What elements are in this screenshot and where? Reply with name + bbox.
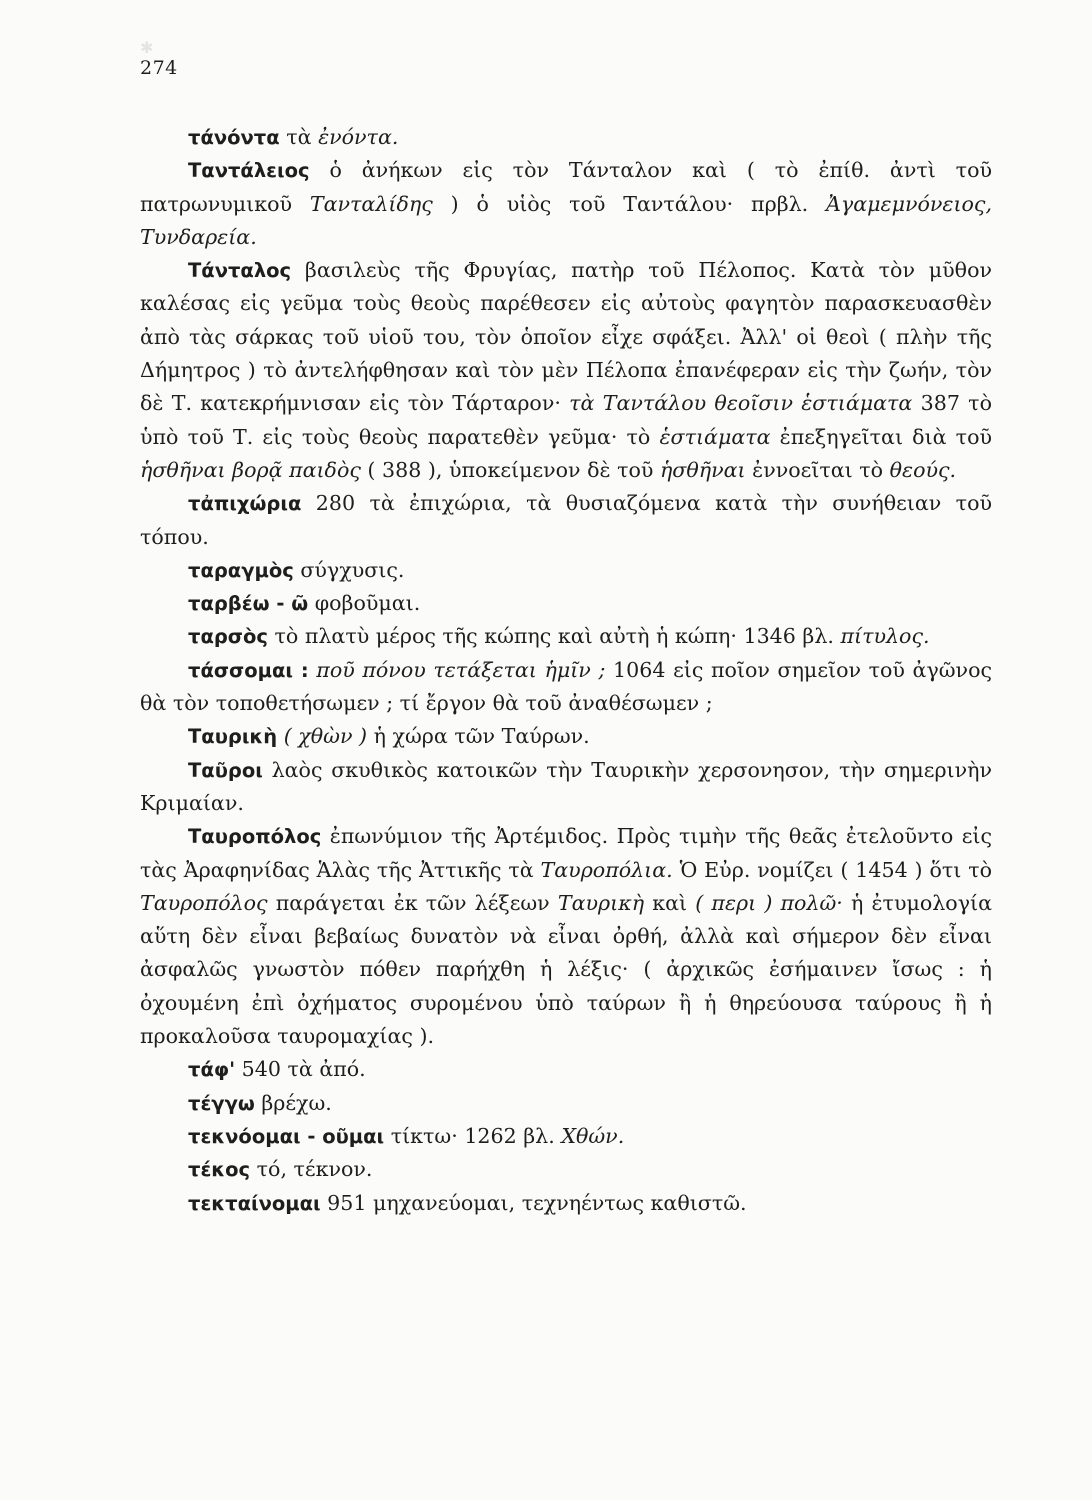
entry-italic-text: θεούς. [889,457,957,482]
entry-headword: Τάνταλος [188,259,292,283]
entry-italic-text: ( περι ) πολῶ· [695,890,843,915]
entry-text: φοβοῦμαι. [308,591,421,616]
entry-italic-text: ἑστιάματα [659,424,771,449]
dictionary-entry [140,154,992,254]
bleed-through-mark: ✱ [140,38,154,57]
entry-text: λαὸς σκυθικὸς κατοικῶν τὴν Ταυρικὴν χερσονησον, τὴν σημερινὴν Κριμαίαν. [140,757,992,815]
entry-headword: Ταῦροι [188,758,263,782]
entry-italic-text: ἡσθῆναι βορᾷ παιδὸς [140,457,361,482]
entry-text: τό, τέκνον. [250,1157,373,1182]
entry-headword: τεκταίνομαι [188,1191,321,1215]
entry-italic-text: τὰ Ταντάλου θεοῖσιν ἑστιάματα [569,391,913,416]
entry-headword: ταραγμὸς [188,558,294,582]
entry-text: τὸ πλατὺ μέρος τῆς κώπης καὶ αὐτὴ ἡ κώπη· 1346 βλ. [267,624,841,649]
entry-headword: τάσσομαι : [188,658,309,682]
entry-text: ἐννοεῖται τὸ [745,457,890,482]
entry-text: ἡ χώρα τῶν Ταύρων. [367,724,590,749]
entry-headword: τεκνόομαι - οῦμαι [188,1124,385,1148]
entry-italic-text: Τανταλίδης [309,191,433,216]
entry-italic-text: πίτυλος. [840,624,930,649]
entry-headword: Ταυρικὴ [188,725,278,749]
entry-italic-text: Ταυροπόλος [140,890,268,915]
entry-text: 387 τὸ ὑπὸ τοῦ Τ. εἰς τοὺς θεοὺς παρατεθὲν γεῦμα· τὸ [140,391,992,449]
entry-headword: τέκος [188,1158,251,1182]
entry-italic-text: Ἀγαμεμνόνειος, Τυνδαρεία. [140,191,992,249]
dictionary-entry [140,1053,992,1086]
entry-text: παράγεται ἐκ τῶν λέξεων [267,890,558,915]
dictionary-entry [140,654,992,721]
dictionary-entry [140,820,992,1053]
entry-italic-text: ἐνόντα. [318,125,399,149]
entry-italic-text: Χθών. [561,1123,625,1148]
entry-text: σύγχυσις. [293,557,405,582]
entry-italic-text: Ταυροπόλια. [540,857,673,882]
dictionary-entry [140,1153,992,1186]
entry-headword: τέγγω [188,1091,255,1115]
entry-text: 951 μηχανεύομαι, τεχνηέντως καθιστῶ. [320,1190,747,1215]
entry-text: βρέχω. [254,1090,332,1115]
entry-headword: τάφ' [188,1058,236,1082]
entry-text: ) ὁ υἱὸς τοῦ Ταντάλου· πρβλ. [432,191,827,216]
entry-italic-text: ἡσθῆναι [659,457,746,482]
dictionary-entry [140,620,992,653]
dictionary-entry [140,254,992,487]
entry-text: τὰ [279,125,319,149]
entry-text: Ὁ Εὐρ. νομίζει ( 1454 ) ὅτι τὸ [672,857,992,882]
entry-italic-text: ( χθὼν ) [283,724,368,749]
entry-text: 280 τὰ ἐπιχώρια, τὰ θυσιαζόμενα κατὰ τὴν συνήθειαν τοῦ τόπου. [140,491,992,549]
dictionary-entry [140,587,992,620]
entry-text: καὶ [644,890,696,915]
entry-text: ἡ ἐτυμολογία αὕτη δὲν εἶναι βεβαίως δυνατὸν νὰ εἶναι ὀρθή, ἀλλὰ καὶ σήμερον δὲν εἶναι ἀσφαλῶς γνωστὸν πόθεν παρήχθη ἡ λέξις· ( ἀρχικῶς ἐσήμαινεν ἴσως : ἡ ὀχουμένη ἐπὶ ὀχήματος συρομένου ὑπὸ ταύρων ἢ ἡ θηρεύουσα ταύρους ἢ ἡ προκαλοῦσα ταυρομαχίας ). [140,890,992,1049]
entry-headword: τἀπιχώρια [188,492,302,516]
entry-text: 540 τὰ ἀπό. [235,1057,366,1082]
dictionary-entry [140,1120,992,1153]
entry-headword: ταρβέω - ῶ [188,592,309,616]
entry-text: ( 388 ), ὑποκείμενον δὲ τοῦ [360,457,660,482]
dictionary-entry [140,754,992,821]
dictionary-entry [140,1187,992,1220]
dictionary-entry [140,720,992,753]
entry-headword: Ταυροπόλος [188,825,322,849]
entry-text: βασιλεὺς τῆς Φρυγίας, πατὴρ τοῦ Πέλοπος. Κατὰ τὸν μῦθον καλέσας εἰς γεῦμα τοὺς θεοὺς παρέθεσεν εἰς αὐτοὺς φαγητὸν παρασκευασθὲν ἀπὸ τὰς σάρκας τοῦ υἱοῦ του, τὸν ὁποῖον εἶχε σφάξει. Ἀλλ' οἱ θεοὶ ( πλὴν τῆς Δήμητρος ) τὸ ἀντελήφθησαν καὶ τὸν μὲν Πέλοπα ἐπανέφεραν εἰς τὴν ζωήν, τὸν δὲ Τ. κατεκρήμνισαν εἰς τὸν Τάρταρον· [140,258,992,416]
entry-text: ἐπεξηγεῖται διὰ τοῦ [770,424,992,449]
dictionary-entry [140,554,992,587]
entry-text: ὁ ἀνήκων εἰς τὸν Τάνταλον καὶ ( τὸ ἐπίθ. ἀντὶ τοῦ πατρωνυμικοῦ [140,158,992,216]
entry-headword: Ταντάλειος [188,159,310,183]
entry-headword: τάνόντα [188,126,280,149]
entry-italic-text: Ταυρικὴ [557,890,645,915]
dictionary-entry [140,1087,992,1120]
dictionary-entry [140,121,992,154]
dictionary-entry [140,487,992,554]
page-number: 274 [140,57,178,79]
entry-headword: ταρσὸς [188,625,268,649]
dictionary-entries [140,121,992,1220]
entry-text: τίκτω· 1262 βλ. [384,1123,562,1148]
entry-italic-text: ποῦ πόνου τετάξεται ἡμῖν ; [316,657,606,682]
entry-text: 1064 εἰς ποῖον σημεῖον τοῦ ἀγῶνος θὰ τὸν τοποθετήσωμεν ; τί ἔργον θὰ τοῦ ἀναθέσωμεν ; [140,657,993,716]
entry-text: ἐπωνύμιον τῆς Ἀρτέμιδος. Πρὸς τιμὴν τῆς θεᾶς ἐτελοῦντο εἰς τὰς Ἀραφηνίδας Ἁλὰς τῆς Ἀττικῆς τὰ [140,824,992,882]
